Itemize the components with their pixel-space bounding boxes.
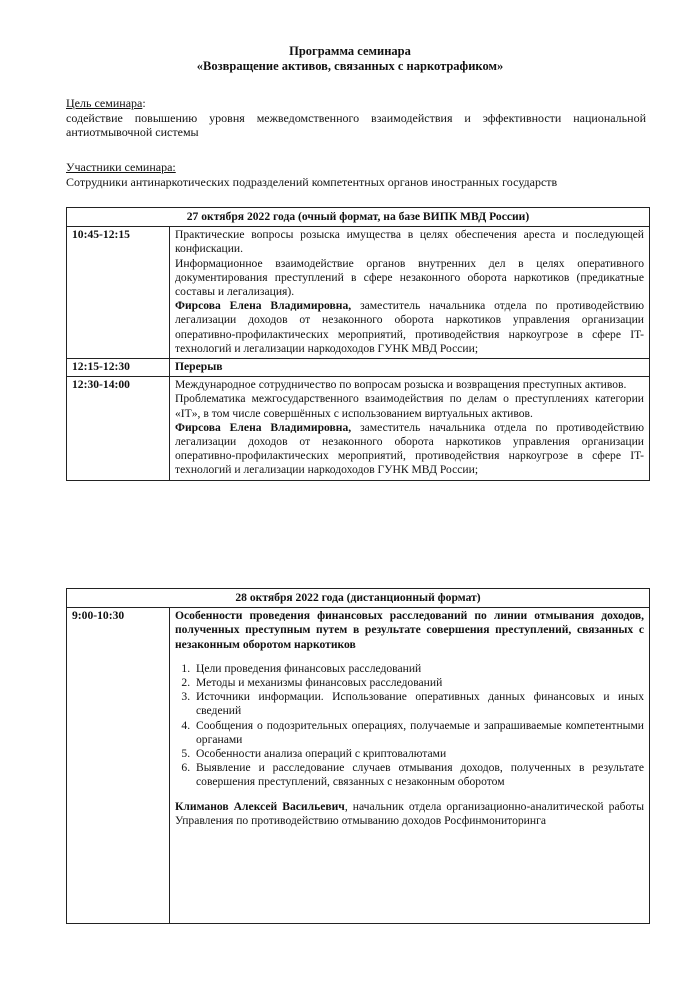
session-topic: Особенности проведения финансовых расследований по линии отмывания доходов, полученных преступным путем в результате совершения преступлений, связанных с незаконным оборотом наркотиков — [175, 609, 644, 651]
title-line-1: Программа семинара — [289, 44, 411, 58]
speaker-name: Фирсова Елена Владимировна, — [175, 299, 352, 313]
table-row — [67, 608, 650, 924]
title-line-2: «Возвращение активов, связанных с наркотрафиком» — [196, 59, 504, 73]
session-time: 10:45-12:15 — [67, 227, 170, 359]
session-description — [170, 227, 650, 359]
speaker-role: заместитель начальника отдела по противодействию легализации доходов от незаконного оборота наркотиков управления организации оперативно-профилактических мероприятий, противодействия наркоугрозе в сфере IT-технологий и легализации наркодоходов ГУНК МВД России; — [175, 299, 644, 355]
session-topic: Международное сотрудничество по вопросам розыска и возвращения преступных активов. — [175, 378, 627, 392]
session-description — [170, 608, 650, 924]
goal-section — [66, 96, 646, 140]
session-topic: Практические вопросы розыска имущества в целях обеспечения ареста и последующей конфискации. — [175, 228, 644, 256]
topic-list — [175, 662, 644, 790]
speaker-role: заместитель начальника отдела по противодействию легализации доходов от незаконного оборота наркотиков управления организации оперативно-профилактических мероприятий, противодействия наркоугрозе в сфере IT-технологий и легализации наркодоходов ГУНК МВД России; — [175, 420, 644, 477]
list-item: 3. Источники информации. Использование оперативных данных финансовых и иных сведений — [193, 690, 644, 718]
break-time: 12:15-12:30 — [67, 359, 170, 377]
speaker-name: Фирсова Елена Владимировна, — [175, 420, 352, 434]
day2-header: 28 октября 2022 года (дистанционный формат) — [67, 589, 650, 608]
break-label: Перерыв — [170, 359, 650, 377]
list-item: 4. Сообщения о подозрительных операциях, получаемые и запрашиваемые компетентными органами — [193, 719, 644, 747]
session-time: 12:30-14:00 — [67, 377, 170, 480]
session-topic: Информационное взаимодействие органов внутренних дел в целях оперативного документирования преступлений в сфере незаконного оборота наркотиков (предикатные составы и легализация). — [175, 256, 644, 299]
speaker-name: Климанов Алексей Васильевич — [175, 799, 345, 813]
session-description — [170, 377, 650, 480]
session-topic: Проблематика межгосударственного взаимодействия по делам о преступлениях категории «IT», в том числе совершённых с использованием виртуальных активов. — [175, 392, 644, 420]
list-item: 5. Особенности анализа операций с криптовалютами — [193, 747, 644, 761]
goal-text: содействие повышению уровня межведомственного взаимодействия и эффективности национальной антиотмывочной системы — [66, 110, 646, 139]
document-title — [0, 44, 700, 74]
participants-text: Сотрудники антинаркотических подразделений компетентных органов иностранных государств — [66, 174, 558, 189]
goal-colon: : — [142, 96, 146, 110]
table-row — [67, 377, 650, 480]
day1-header: 27 октября 2022 года (очный формат, на базе ВИПК МВД России) — [67, 208, 650, 227]
table-row — [67, 227, 650, 359]
list-item: 1. Цели проведения финансовых расследований — [193, 662, 644, 676]
table-row — [67, 359, 650, 377]
participants-section — [66, 160, 646, 189]
list-item: 6. Выявление и расследование случаев отмывания доходов, полученных в результате совершения преступлений, связанных с незаконным оборотом — [193, 761, 644, 789]
goal-label: Цель семинара — [66, 96, 143, 110]
session-time: 9:00-10:30 — [67, 608, 170, 924]
list-item: 2. Методы и механизмы финансовых расследований — [193, 676, 644, 690]
speaker-role: , начальник отдела организационно-аналитической работы Управления по противодействию отмыванию доходов Росфинмониторинга — [175, 799, 644, 827]
day1-schedule-table — [66, 207, 650, 481]
participants-label: Участники семинара: — [66, 160, 176, 174]
day2-schedule-table — [66, 588, 650, 924]
